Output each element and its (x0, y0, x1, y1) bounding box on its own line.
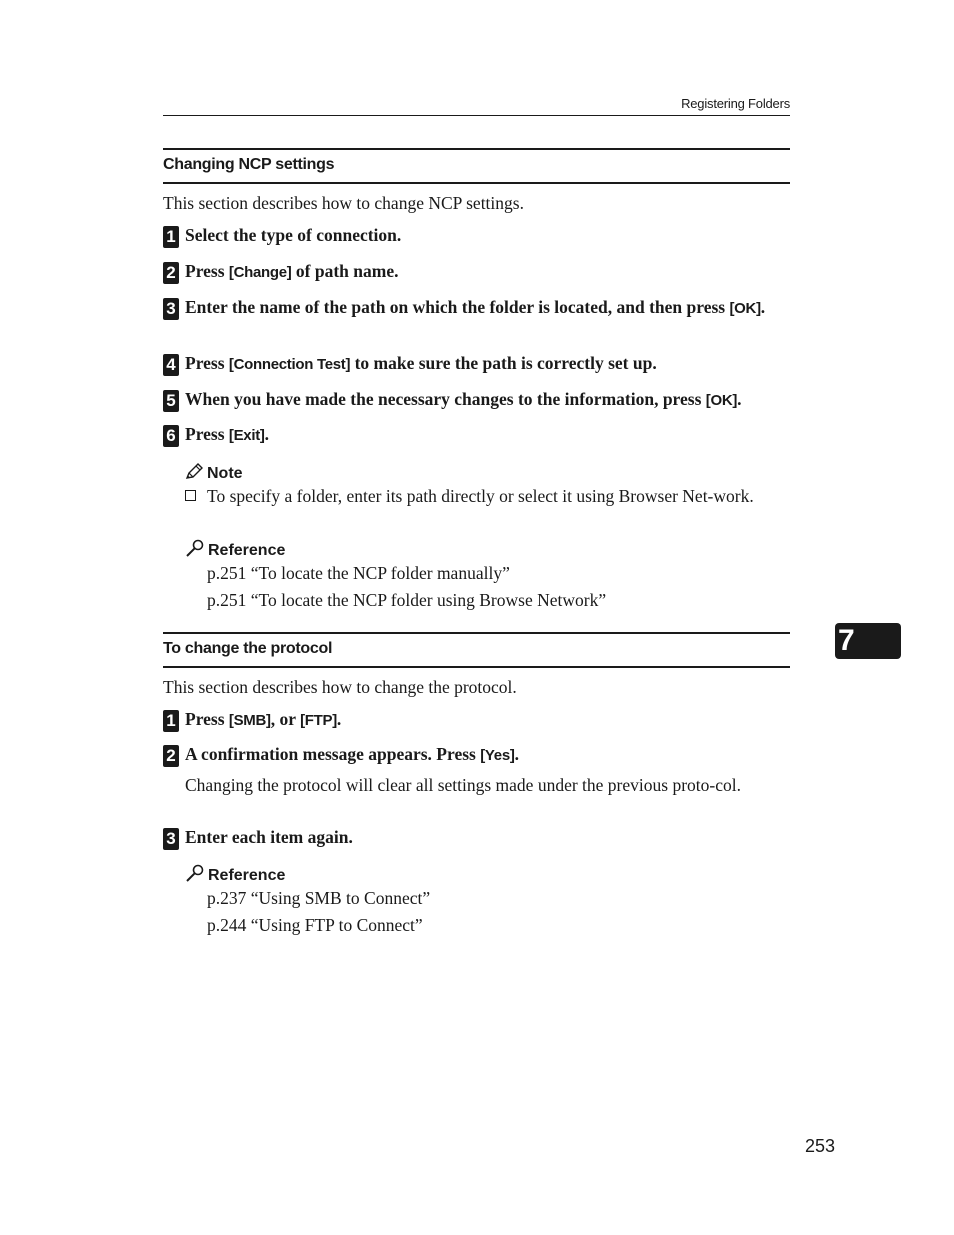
note-label: Note (207, 465, 243, 482)
section-intro: This section describes how to change NCP settings. (163, 193, 524, 213)
step-number-badge: 1 (163, 710, 179, 732)
page-number: 253 (804, 1136, 835, 1156)
running-header: Registering Folders (681, 96, 790, 111)
section-title-ncp: Changing NCP settings (163, 156, 335, 173)
note-heading (185, 462, 243, 483)
step-text-end: of path name. (291, 261, 399, 281)
key-yes: [Yes] (480, 747, 515, 764)
reference-label: Reference (208, 867, 286, 884)
step-number-badge: 6 (163, 425, 179, 447)
step-text: Press (185, 353, 229, 373)
section-rule-top (163, 148, 790, 150)
step-3 (163, 827, 790, 847)
note-item (185, 486, 790, 506)
reference-heading (185, 539, 285, 560)
section-rule-bottom (163, 666, 790, 668)
step-text: A confirmation message appears. Press (185, 744, 481, 764)
step-2 (163, 744, 790, 766)
step-text: Enter each item again. (185, 827, 353, 847)
step-2 (163, 261, 790, 283)
step-1 (163, 709, 790, 731)
chapter-tab: 7 (835, 623, 901, 659)
step-text: Enter the name of the path on which the folder is located, and then press (185, 297, 730, 317)
step-6 (163, 424, 790, 446)
reference-link[interactable]: p.251 “To locate the NCP folder manually” (207, 563, 510, 583)
step-number-badge: 3 (163, 298, 179, 320)
step-detail: Changing the protocol will clear all settings made under the previous proto-col. (185, 775, 741, 795)
step-text: Select the type of connection. (185, 225, 402, 245)
reference-label: Reference (208, 542, 286, 559)
step-text-end: to make sure the path is correctly set up. (350, 353, 657, 373)
checkbox-bullet-icon (185, 490, 196, 501)
section-rule-top (163, 632, 790, 634)
step-text: When you have made the necessary changes to the information, press (185, 389, 706, 409)
step-3 (163, 297, 790, 319)
step-text-end: . (336, 709, 342, 729)
section-intro: This section describes how to change the protocol. (163, 677, 517, 697)
step-text-end: . (264, 424, 269, 444)
key-ftp: [FTP] (300, 712, 337, 729)
reference-link[interactable]: p.251 “To locate the NCP folder using Browse Network” (207, 590, 607, 610)
header-rule (163, 115, 790, 116)
reference-link[interactable]: p.244 “Using FTP to Connect” (207, 915, 423, 935)
magnifier-icon (185, 864, 205, 882)
magnifier-icon (185, 539, 205, 557)
step-number-badge: 2 (163, 745, 179, 767)
key-ok: [OK] (705, 392, 738, 409)
key-exit: [Exit] (228, 427, 265, 444)
key-change: [Change] (228, 264, 292, 281)
step-4 (163, 353, 790, 375)
step-1 (163, 225, 790, 245)
section-rule-bottom (163, 182, 790, 184)
step-text: Press (185, 261, 229, 281)
key-ok: [OK] (729, 300, 761, 317)
step-text-mid: , or (270, 709, 301, 729)
step-text-end: . (760, 297, 766, 317)
step-5 (163, 389, 790, 411)
note-item-text: To specify a folder, enter its path directly or select it using Browser Net-work. (207, 486, 754, 506)
step-number-badge: 2 (163, 262, 179, 284)
reference-heading (185, 864, 285, 885)
key-connection-test: [Connection Test] (228, 356, 351, 373)
pencil-icon (185, 462, 204, 480)
section-title-protocol: To change the protocol (163, 640, 333, 657)
key-smb: [SMB] (228, 712, 271, 729)
step-number-badge: 5 (163, 390, 179, 412)
step-text-end: . (514, 744, 519, 764)
step-number-badge: 4 (163, 354, 179, 376)
step-text: Press (185, 709, 229, 729)
step-number-badge: 3 (163, 828, 179, 850)
reference-link[interactable]: p.237 “Using SMB to Connect” (207, 888, 431, 908)
step-number-badge: 1 (163, 226, 179, 248)
step-text: Press (185, 424, 229, 444)
step-text-end: . (737, 389, 742, 409)
